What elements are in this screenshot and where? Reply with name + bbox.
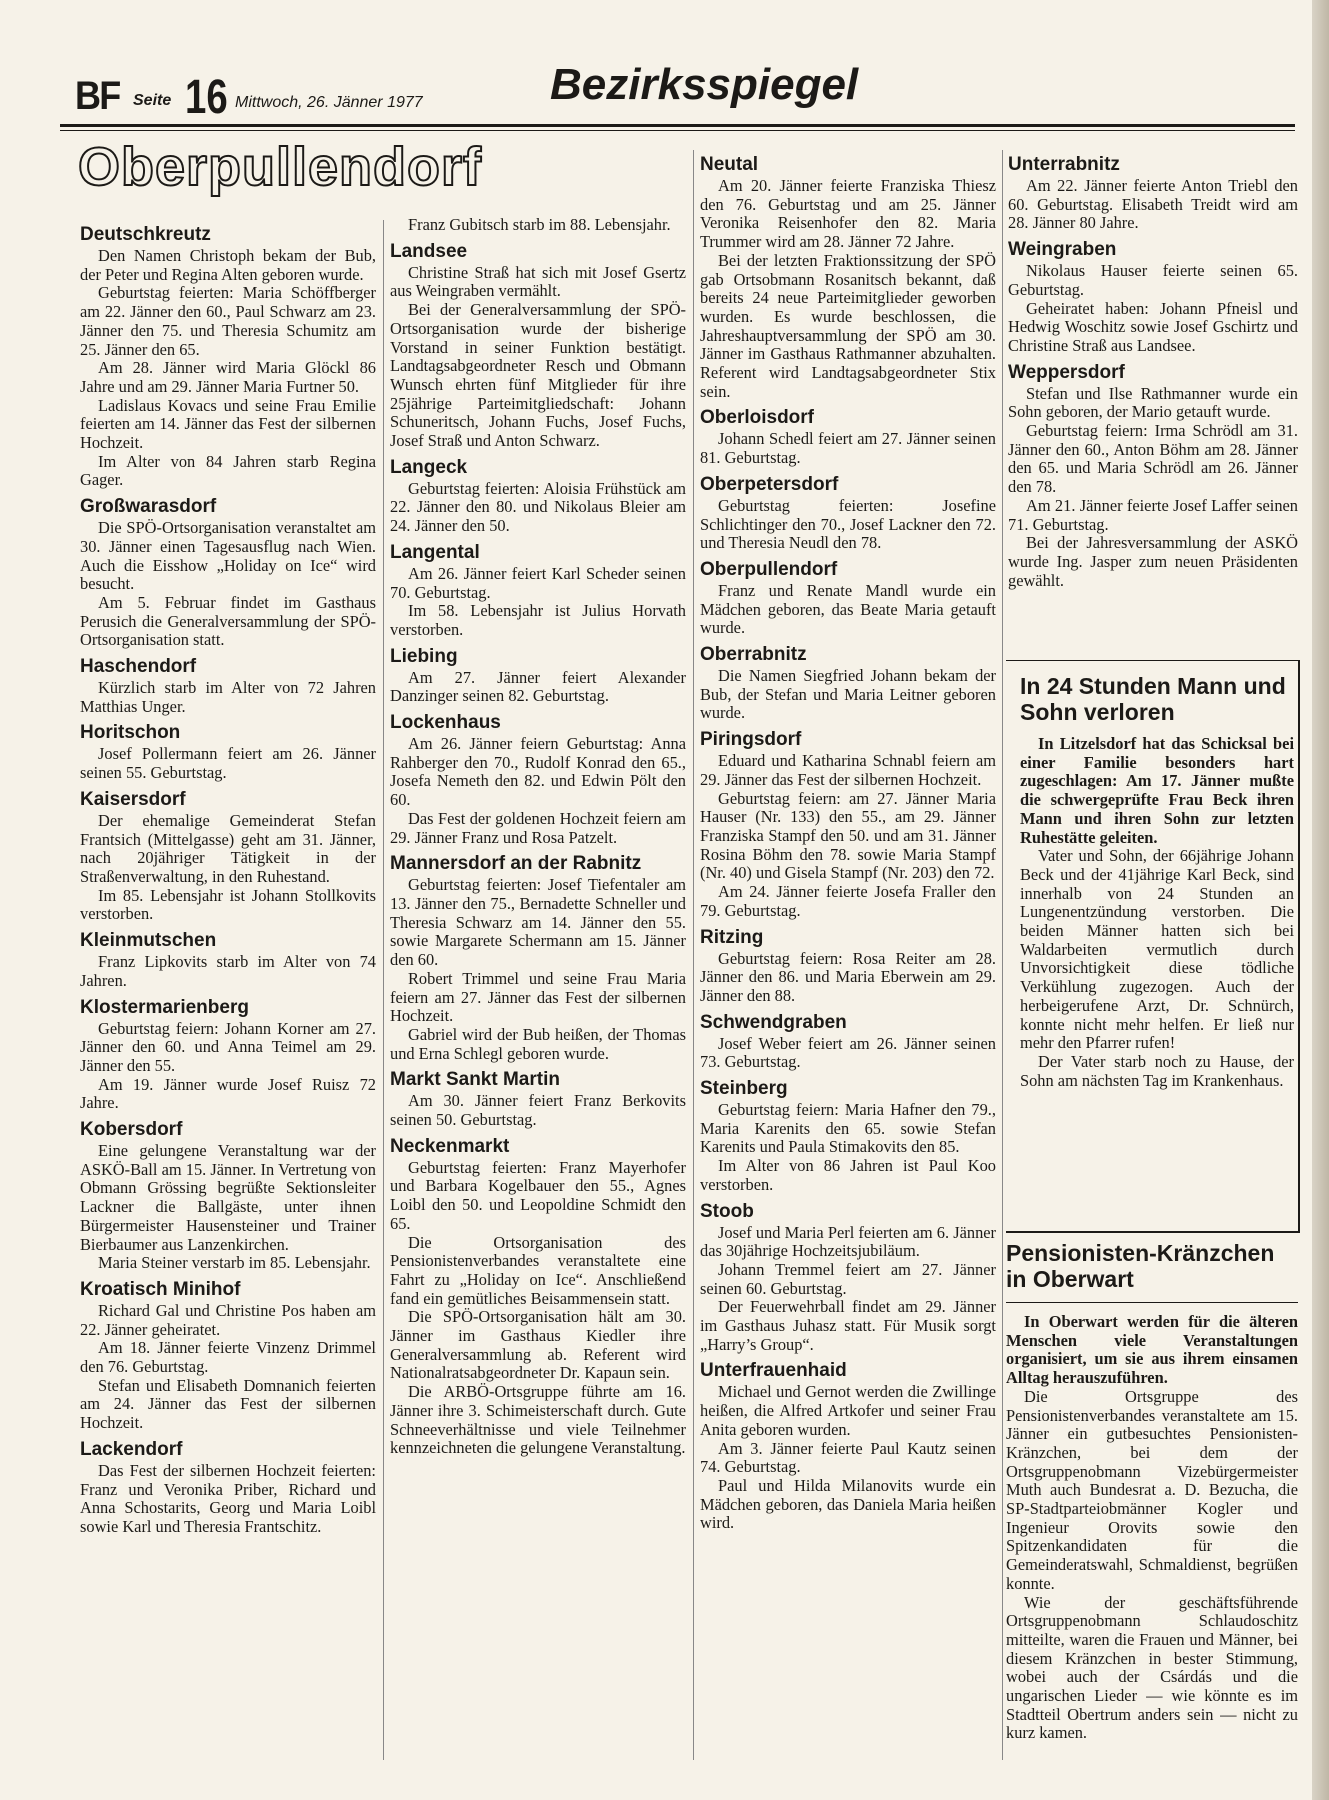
pension-headline: Pensionisten-Kränzchen in Oberwart	[1006, 1240, 1298, 1303]
item-heading: Weingraben	[1008, 239, 1117, 261]
item-paragraph: Geburtstag feiern: Rosa Reiter am 28. Jänner den 86. und Maria Eberwein am 29. Jänner den 88.	[700, 948, 996, 1005]
column-2	[390, 216, 686, 1458]
item-heading: Kleinmutschen	[80, 930, 217, 952]
item-paragraph: Geburtstag feiern: Maria Hafner den 79., Maria Karenits den 65. sowie Stefan Karenits und Paula Stimakovits den 85.	[700, 1100, 996, 1157]
news-item	[390, 216, 686, 235]
item-paragraph: Im Alter von 86 Jahren ist Paul Koo verstorben.	[700, 1156, 996, 1194]
pension-body	[1006, 1388, 1298, 1743]
item-heading: Neckenmarkt	[390, 1135, 510, 1157]
item-heading: Ritzing	[700, 926, 764, 948]
item-paragraph: Josef und Maria Perl feierten am 6. Jänner das 30jährige Hochzeitsjubiläum.	[700, 1222, 996, 1261]
news-item	[80, 722, 376, 782]
box-body	[1020, 847, 1294, 1090]
item-heading: Großwarasdorf	[80, 496, 217, 518]
item-paragraph: Christine Straß hat sich mit Josef Gsertz aus Weingraben vermählt.	[390, 262, 686, 301]
item-paragraph: Der ehemalige Gemeinderat Stefan Frantsich (Mittelgasse) geht am 31. Jänner, nach 20jähriger Tätigkeit in der Straßenverwaltung, in den Ruhestand.	[80, 810, 376, 886]
item-paragraph: Johann Schedl feiert am 27. Jänner seinen 81. Geburtstag.	[700, 429, 996, 468]
item-paragraph: Nikolaus Hauser feierte seinen 65. Geburtstag.	[1008, 261, 1298, 299]
item-paragraph: Die Ortsorganisation des Pensionistenverbandes veranstaltete eine Fahrt zu „Holiday on Ice“. Anschließend fand ein gemütliches Beisammensein statt.	[390, 1232, 686, 1308]
item-paragraph: Am 21. Jänner feierte Josef Laffer seinen 71. Geburtstag.	[1008, 495, 1298, 534]
column-1	[80, 218, 376, 1537]
item-paragraph: Geburtstag feiern: am 27. Jänner Maria Hauser (Nr. 133) den 55., am 29. Jänner Franziska Stampf den 50. und am 31. Jänner Rosina Böhm den 78. sowie Maria Stampf (Nr. 40) und Gisela Stampf (Nr. 203) den 72.	[700, 788, 996, 883]
page-number: 16	[185, 71, 228, 124]
news-item	[80, 496, 376, 650]
item-paragraph: Am 26. Jänner feiert Karl Scheder seinen 70. Geburtstag.	[390, 563, 686, 602]
article-paragraph: Wie der geschäftsführende Ortsgruppenobmann Schlaudoschitz mitteilte, waren die Frauen und Männer, bei diesem Kränzchen in bester Stimmung, wobei auch der Csárdás und die ungarischen Lieder — wie könnte es im Stadtteil Obertrum anders sein — nicht zu kurz kamen.	[1006, 1592, 1298, 1743]
item-paragraph: Die ARBÖ-Ortsgruppe führte am 16. Jänner ihre 3. Schimeisterschaft durch. Gute Schneeverhältnisse und viele Teilnehmer kennzeichneten die gelungene Veranstaltung.	[390, 1382, 686, 1458]
item-paragraph: Geburtstag feiern: Irma Schrödl am 31. Jänner den 60., Anton Böhm am 28. Jänner den 65. und Maria Schrödl am 26. Jänner den 78.	[1008, 421, 1298, 497]
item-paragraph: Eduard und Katharina Schnabl feiern am 29. Jänner das Fest der silbernen Hochzeit.	[700, 751, 996, 789]
item-paragraph: Am 19. Jänner wurde Josef Ruisz 72 Jahre.	[80, 1074, 376, 1113]
item-paragraph: Geburtstag feierten: Josefine Schlichtinger den 70., Josef Lackner den 72. und Theresia Neudl den 78.	[700, 495, 996, 553]
news-item	[700, 154, 996, 401]
item-paragraph: Am 30. Jänner feiert Franz Berkovits seinen 50. Geburtstag.	[390, 1091, 686, 1130]
item-paragraph: Bei der letzten Fraktionssitzung der SPÖ gab Ortsobmann Rosanitsch bekannt, daß bereits 24 neue Parteimitglieder geworben wurden. Es wurde beschlossen, die Jahreshauptversammlung der SPÖ am 30. Jänner im Gasthaus Rathmanner abzuhalten. Referent wird Landtagsabgeordneter Stix sein.	[700, 250, 996, 401]
item-paragraph: Im 58. Lebensjahr ist Julius Horvath verstorben.	[390, 601, 686, 639]
item-paragraph: Am 18. Jänner feierte Vinzenz Drimmel den 76. Geburtstag.	[80, 1338, 376, 1377]
item-paragraph: Josef Pollermann feiert am 26. Jänner seinen 55. Geburtstag.	[80, 744, 376, 783]
news-item	[700, 474, 996, 553]
item-paragraph: Geburtstag feierten: Josef Tiefentaler am 13. Jänner den 75., Bernadette Schneller und Theresia Schwarz am 14. Jänner den 55. sowie Margarete Schermann am 15. Jänner den 60.	[390, 875, 686, 970]
item-paragraph: Paul und Hilda Milanovits wurde ein Mädchen geboren, das Daniela Maria heißen wird.	[700, 1475, 996, 1533]
item-paragraph: Im Alter von 84 Jahren starb Regina Gager.	[80, 451, 376, 490]
item-heading: Lackendorf	[80, 1438, 183, 1460]
news-item	[700, 1201, 996, 1355]
item-heading: Oberpullendorf	[700, 558, 838, 580]
news-item	[80, 224, 376, 490]
item-paragraph: Am 20. Jänner feierte Franziska Thiesz den 76. Geburtstag und am 25. Jänner Veronika Reisenhofer den 82. Maria Trummer wird am 28. Jänner 72 Jahre.	[700, 176, 996, 252]
masthead-rule	[60, 124, 1295, 127]
item-paragraph: Die Namen Siegfried Johann bekam der Bub, der Stefan und Maria Leitner geboren wurde.	[700, 666, 996, 723]
item-heading: Oberpetersdorf	[700, 473, 839, 495]
item-heading: Piringsdorf	[700, 729, 802, 751]
news-item	[80, 1279, 376, 1433]
item-heading: Neutal	[700, 154, 759, 175]
news-item	[700, 927, 996, 1006]
item-paragraph: Eine gelungene Veranstaltung war der ASKÖ-Ball am 15. Jänner. In Vertretung von Obmann Grössing begrüßte Sektionsleiter Lackner die Ballgäste, unter ihnen Bürgermeister Hausensteiner und Trainer Bierbaumer aus Lanzenkirchen.	[80, 1141, 376, 1254]
pension-article	[1006, 1240, 1298, 1760]
column-3	[700, 148, 996, 1533]
article-paragraph: Die Ortsgruppe des Pensionistenverbandes veranstaltete am 15. Jänner ein gutbesuchtes Pensionisten-Kränzchen, bei dem der Ortsgruppenobmann Vizebürgermeister Muth auch Bundesrat a. D. Bezucha, die SP-Stadtparteiobmänner Kogler und Ingenieur Orovits sowie den Spitzenkandidaten für die Gemeinderatswahl, Schmaldienst, begrüßen konnte.	[1006, 1386, 1298, 1593]
box-headline: In 24 Stunden Mann und Sohn verloren	[1020, 673, 1286, 725]
item-paragraph: Robert Trimmel und seine Frau Maria feiern am 27. Jänner das Fest der silbernen Hochzeit.	[390, 968, 686, 1026]
item-paragraph: Am 27. Jänner feiert Alexander Danzinger seinen 82. Geburtstag.	[390, 667, 686, 706]
news-item	[390, 542, 686, 640]
page-label: Seite	[133, 92, 172, 109]
article-paragraph: Der Vater starb noch zu Hause, der Sohn am nächsten Tag im Krankenhaus.	[1020, 1051, 1294, 1090]
news-item	[80, 1119, 376, 1273]
item-heading: Steinberg	[700, 1078, 788, 1100]
article-paragraph: Vater und Sohn, der 66jährige Johann Beck und der 41jährige Karl Beck, sind innerhalb von 24 Stunden an Lungenentzündung verstorben. Die beiden Männer hatten sich bei Waldarbeiten vermutlich durch Unvorsichtigkeit diese tödliche Verkühlung zugezogen. Auch der herbeigerufene Arzt, Dr. Schnürch, konnte nicht mehr helfen. Er ließ nur mehr den Pfarrer rufen!	[1020, 846, 1294, 1053]
item-paragraph: Stefan und Elisabeth Domnanich feierten am 24. Jänner das Fest der silbernen Hochzeit.	[80, 1375, 376, 1433]
item-heading: Kroatisch Minihof	[80, 1278, 241, 1300]
news-item	[390, 1136, 686, 1458]
item-paragraph: Johann Tremmel feiert am 27. Jänner seinen 60. Geburtstag.	[700, 1259, 996, 1298]
column-divider	[383, 220, 384, 1760]
box-lead-text: In Litzelsdorf hat das Schicksal bei einer Familie besonders hart zugeschlagen: Am 17. Jänner mußte die schwergeprüfte Frau Beck ihren Mann und ihren Sohn zur letzten Ruhestätte geleiten.	[1020, 734, 1294, 847]
item-paragraph: Das Fest der silbernen Hochzeit feierten: Franz und Veronika Priber, Richard und Anna Schostarits, Georg und Maria Loibl sowie Karl und Theresia Frantschitz.	[80, 1460, 376, 1536]
item-paragraph: Am 28. Jänner wird Maria Glöckl 86 Jahre und am 29. Jänner Maria Furtner 50.	[80, 358, 376, 396]
news-item	[700, 1012, 996, 1072]
news-item	[80, 997, 376, 1114]
item-paragraph: Josef Weber feiert am 26. Jänner seinen 73. Geburtstag.	[700, 1033, 996, 1072]
item-paragraph: Geheiratet haben: Johann Pfneisl und Hedwig Woschitz sowie Josef Gschirtz und Christine Straß aus Landsee.	[1008, 298, 1298, 355]
box-lead	[1020, 735, 1294, 847]
news-item	[700, 1360, 996, 1533]
item-heading: Landsee	[390, 240, 468, 262]
item-paragraph: Am 5. Februar findet im Gasthaus Perusich die Generalversammlung der SPÖ-Ortsorganisation statt.	[80, 592, 376, 650]
item-paragraph: Die SPÖ-Ortsorganisation hält am 30. Jänner im Gasthaus Kiedler ihre Generalversammlung ab. Referent wird Nationalratsabgeordneter Dr. Kapaun sein.	[390, 1307, 686, 1383]
item-heading: Markt Sankt Martin	[390, 1069, 560, 1091]
news-item	[80, 930, 376, 990]
item-paragraph: Franz und Renate Mandl wurde ein Mädchen geboren, das Beate Maria getauft wurde.	[700, 580, 996, 638]
news-item	[390, 457, 686, 536]
item-paragraph: Maria Steiner verstarb im 85. Lebensjahr.	[98, 1253, 371, 1273]
news-item	[390, 241, 686, 451]
item-heading: Oberrabnitz	[700, 644, 807, 666]
item-paragraph: Die SPÖ-Ortsorganisation veranstaltet am 30. Jänner einen Tagesausflug nach Wien. Auch die Eisshow „Holiday on Ice“ wird besucht.	[80, 518, 376, 594]
item-heading: Horitschon	[80, 722, 181, 744]
item-heading: Mannersdorf an der Rabnitz	[390, 853, 642, 875]
item-heading: Haschendorf	[80, 656, 197, 678]
pension-lead	[1006, 1313, 1298, 1388]
item-paragraph: Den Namen Christoph bekam der Bub, der Peter und Regina Alten geboren wurde.	[80, 246, 376, 284]
item-paragraph: Richard Gal und Christine Pos haben am 22. Jänner geheiratet.	[80, 1300, 376, 1339]
item-paragraph: Am 22. Jänner feierte Anton Triebl den 60. Geburtstag. Elisabeth Treidt wird am 28. Jänner 80 Jahre.	[1008, 176, 1298, 233]
item-heading: Unterrabnitz	[1008, 154, 1120, 175]
news-item	[1008, 154, 1298, 233]
column-4	[1008, 148, 1298, 590]
item-heading: Unterfrauenhaid	[700, 1360, 847, 1382]
news-item	[390, 646, 686, 706]
section-name: Bezirksspiegel	[550, 60, 859, 109]
item-heading: Weppersdorf	[1008, 361, 1125, 383]
item-heading: Kaisersdorf	[80, 788, 186, 810]
item-paragraph: Der Feuerwehrball findet am 29. Jänner im Gasthaus Juhasz statt. Für Musik sorgt „Harry’s Group“.	[700, 1297, 996, 1354]
column-divider	[1002, 150, 1003, 1760]
news-item	[80, 1439, 376, 1537]
item-paragraph: Geburtstag feiern: Johann Korner am 27. Jänner den 60. und Anna Teimel am 29. Jänner den 55.	[80, 1018, 376, 1075]
news-item	[700, 1078, 996, 1195]
item-paragraph: Bei der Jahresversammlung der ASKÖ wurde Ing. Jasper zum neuen Präsidenten gewählt.	[1008, 533, 1298, 590]
news-item	[390, 853, 686, 1063]
item-heading: Deutschkreutz	[80, 224, 211, 245]
masthead	[60, 56, 1295, 134]
news-item	[80, 656, 376, 716]
item-heading: Kobersdorf	[80, 1119, 183, 1141]
page-edge	[1312, 0, 1329, 1800]
item-heading: Lockenhaus	[390, 712, 501, 734]
item-paragraph: Geburtstag feierten: Franz Mayerhofer und Barbara Kogelbauer den 55., Agnes Loibl den 50. und Leopoldine Schmidt den 65.	[390, 1157, 686, 1233]
item-paragraph: Franz Gubitsch starb im 88. Lebensjahr.	[408, 215, 671, 234]
news-item	[700, 729, 996, 920]
item-paragraph: Im 85. Lebensjahr ist Johann Stollkovits verstorben.	[80, 885, 376, 924]
news-item	[1008, 362, 1298, 591]
item-paragraph: Das Fest der goldenen Hochzeit feiern am 29. Jänner Franz und Rosa Patzelt.	[390, 808, 686, 847]
column-divider	[693, 150, 694, 1760]
news-item	[1008, 239, 1298, 356]
item-paragraph: Ladislaus Kovacs und seine Frau Emilie feierten am 14. Jänner das Fest der silbernen Hochzeit.	[80, 395, 376, 453]
masthead-rule-thin	[60, 130, 1295, 131]
news-item	[700, 559, 996, 638]
news-item	[390, 712, 686, 847]
newspaper-logo: BF	[75, 74, 120, 118]
item-paragraph: Am 3. Jänner feierte Paul Kautz seinen 74. Geburtstag.	[700, 1438, 996, 1477]
item-paragraph: Franz Lipkovits starb im Alter von 74 Jahren.	[80, 952, 376, 990]
item-paragraph: Geburtstag feierten: Maria Schöffberger am 22. Jänner den 60., Paul Schwarz am 23. Jänner den 75. und Theresia Schumitz am 25. Jänner den 65.	[80, 283, 376, 359]
issue-date: Mittwoch, 26. Jänner 1977	[235, 94, 423, 111]
item-paragraph: Am 24. Jänner feierte Josefa Fraller den 79. Geburtstag.	[700, 882, 996, 920]
boxed-article	[1006, 660, 1300, 1233]
item-paragraph: Stefan und Ilse Rathmanner wurde ein Sohn geboren, der Mario getauft wurde.	[1008, 383, 1298, 422]
item-paragraph: Gabriel wird der Bub heißen, der Thomas und Erna Schlegl geboren wurde.	[390, 1024, 686, 1063]
item-heading: Langeck	[390, 456, 468, 478]
news-item	[80, 789, 376, 924]
item-paragraph: Kürzlich starb im Alter von 72 Jahren Matthias Unger.	[80, 678, 376, 716]
item-heading: Langental	[390, 541, 480, 563]
section-title: Oberpullendorf	[78, 137, 482, 197]
item-heading: Liebing	[390, 645, 458, 667]
section-title-block	[78, 137, 482, 212]
item-paragraph: Michael und Gernot werden die Zwillinge heißen, die Alfred Artkofer und seiner Frau Anita geboren wurden.	[700, 1382, 996, 1439]
news-item	[390, 1069, 686, 1129]
item-paragraph: Am 26. Jänner feiern Geburtstag: Anna Rahberger den 70., Rudolf Konrad den 65., Josefa Nemeth den 82. und Edwin Pölt den 60.	[390, 734, 686, 810]
item-heading: Stoob	[700, 1200, 754, 1222]
item-heading: Schwendgraben	[700, 1011, 847, 1033]
news-item	[700, 644, 996, 723]
pension-lead-text: In Oberwart werden für die älteren Menschen viele Veranstaltungen organisiert, um sie aus ihrem einsamen Alltag herauszuführen.	[1006, 1312, 1298, 1388]
item-paragraph: Geburtstag feierten: Aloisia Frühstück am 22. Jänner den 80. und Nikolaus Bleier am 24. Jänner den 50.	[390, 478, 686, 536]
news-item	[700, 407, 996, 467]
item-heading: Klostermarienberg	[80, 996, 249, 1018]
item-paragraph: Bei der Generalversammlung der SPÖ-Ortsorganisation wurde der bisherige Vorstand in seiner Funktion bestätigt. Landtagsabgeordneter Resch und Obmann Wunsch ehrten fünf Mitglieder für ihre 25jährige Parteimitgliedschaft: Johann Schuneritsch, Johann Fuchs, Josef Fuchs, Josef Straß und Anton Schwarz.	[390, 300, 686, 451]
item-heading: Oberloisdorf	[700, 407, 815, 429]
